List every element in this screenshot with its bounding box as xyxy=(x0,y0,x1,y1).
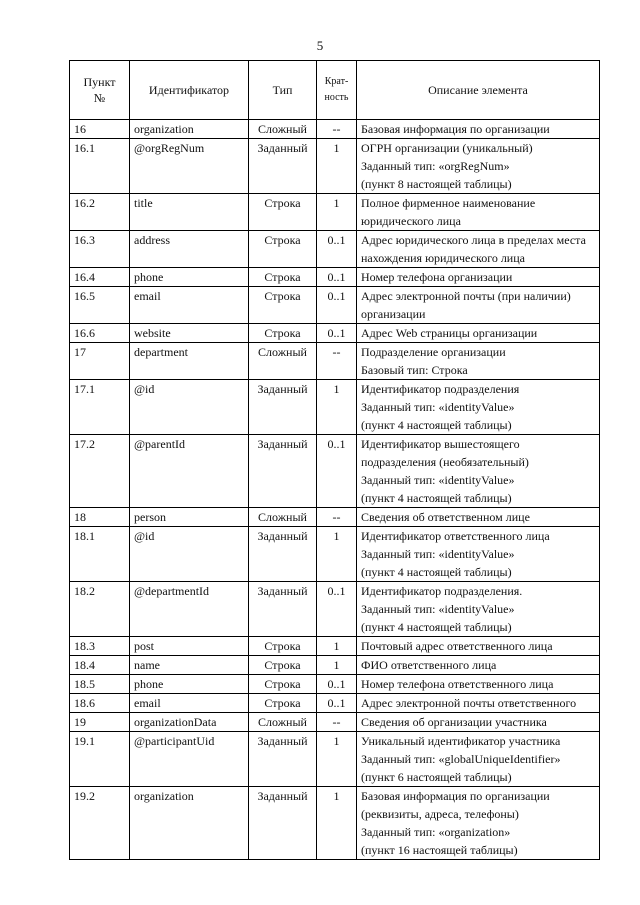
item-number-cell: 16 xyxy=(70,120,130,139)
description-line: Почтовый адрес ответственного лица xyxy=(361,639,553,653)
table-row xyxy=(70,324,600,343)
table-row xyxy=(70,435,600,508)
description-line: Заданный тип: «globalUniqueIdentifier» xyxy=(361,752,561,766)
multiplicity-cell: 0..1 xyxy=(317,231,357,268)
description-line: (пункт 8 настоящей таблицы) xyxy=(361,177,512,191)
table-row xyxy=(70,287,600,324)
item-number-cell: 18.2 xyxy=(70,582,130,637)
description-cell xyxy=(357,713,600,732)
multiplicity-cell: 0..1 xyxy=(317,435,357,508)
type-cell: Сложный xyxy=(249,120,317,139)
multiplicity-cell: 0..1 xyxy=(317,675,357,694)
multiplicity-cell: 1 xyxy=(317,787,357,860)
item-number-cell: 18.3 xyxy=(70,637,130,656)
description-line: ОГРН организации (уникальный) xyxy=(361,141,533,155)
description-line: Заданный тип: «orgRegNum» xyxy=(361,159,510,173)
element-spec-table xyxy=(69,60,600,860)
table-row xyxy=(70,656,600,675)
description-line: Сведения об организации участника xyxy=(361,715,547,729)
identifier-cell: person xyxy=(130,508,249,527)
identifier-cell: organization xyxy=(130,787,249,860)
identifier-cell: @id xyxy=(130,527,249,582)
item-number-cell: 16.2 xyxy=(70,194,130,231)
type-cell: Строка xyxy=(249,287,317,324)
description-line: Базовый тип: Строка xyxy=(361,363,468,377)
identifier-cell: department xyxy=(130,343,249,380)
table-row xyxy=(70,582,600,637)
multiplicity-cell: 1 xyxy=(317,194,357,231)
description-line: Базовая информация по организации xyxy=(361,789,550,803)
description-cell xyxy=(357,231,600,268)
description-line: юридического лица xyxy=(361,214,461,228)
type-cell: Заданный xyxy=(249,380,317,435)
item-number-cell: 16.1 xyxy=(70,139,130,194)
description-line: ФИО ответственного лица xyxy=(361,658,497,672)
type-cell: Заданный xyxy=(249,435,317,508)
type-cell: Строка xyxy=(249,268,317,287)
description-line: Идентификатор вышестоящего xyxy=(361,437,520,451)
type-cell: Строка xyxy=(249,231,317,268)
multiplicity-cell: 0..1 xyxy=(317,268,357,287)
identifier-cell: @participantUid xyxy=(130,732,249,787)
identifier-cell: email xyxy=(130,287,249,324)
description-cell xyxy=(357,508,600,527)
description-cell xyxy=(357,268,600,287)
description-line: Сведения об ответственном лице xyxy=(361,510,530,524)
type-cell: Строка xyxy=(249,694,317,713)
type-cell: Строка xyxy=(249,324,317,343)
type-cell: Строка xyxy=(249,637,317,656)
description-line: Заданный тип: «identityValue» xyxy=(361,400,515,414)
multiplicity-cell: 0..1 xyxy=(317,582,357,637)
table-row xyxy=(70,694,600,713)
item-number-cell: 18.1 xyxy=(70,527,130,582)
table-row xyxy=(70,268,600,287)
table-row xyxy=(70,231,600,268)
description-line: Идентификатор ответственного лица xyxy=(361,529,550,543)
description-line: (пункт 4 настоящей таблицы) xyxy=(361,418,512,432)
description-line: Номер телефона ответственного лица xyxy=(361,677,554,691)
description-cell xyxy=(357,324,600,343)
header-multiplicity: Крат- ность xyxy=(317,61,357,120)
item-number-cell: 18 xyxy=(70,508,130,527)
multiplicity-cell: -- xyxy=(317,713,357,732)
description-line: Адрес Web страницы организации xyxy=(361,326,538,340)
identifier-cell: title xyxy=(130,194,249,231)
description-line: Заданный тип: «identityValue» xyxy=(361,602,515,616)
table-row xyxy=(70,120,600,139)
description-line: организации xyxy=(361,307,426,321)
identifier-cell: @id xyxy=(130,380,249,435)
description-line: (пункт 4 настоящей таблицы) xyxy=(361,491,512,505)
table-row xyxy=(70,508,600,527)
description-cell xyxy=(357,120,600,139)
description-cell xyxy=(357,582,600,637)
table-row xyxy=(70,343,600,380)
description-line: Подразделение организации xyxy=(361,345,506,359)
identifier-cell: name xyxy=(130,656,249,675)
header-type: Тип xyxy=(249,61,317,120)
identifier-cell: organization xyxy=(130,120,249,139)
item-number-cell: 19 xyxy=(70,713,130,732)
item-number-cell: 18.5 xyxy=(70,675,130,694)
header-item-no: Пункт № xyxy=(70,61,130,120)
multiplicity-cell: 1 xyxy=(317,527,357,582)
multiplicity-cell: 1 xyxy=(317,380,357,435)
type-cell: Строка xyxy=(249,675,317,694)
type-cell: Заданный xyxy=(249,582,317,637)
description-cell xyxy=(357,194,600,231)
description-line: Адрес электронной почты ответственного xyxy=(361,696,577,710)
description-line: (пункт 6 настоящей таблицы) xyxy=(361,770,512,784)
type-cell: Сложный xyxy=(249,713,317,732)
item-number-cell: 18.4 xyxy=(70,656,130,675)
description-line: (пункт 4 настоящей таблицы) xyxy=(361,565,512,579)
description-cell xyxy=(357,287,600,324)
table-row xyxy=(70,787,600,860)
identifier-cell: website xyxy=(130,324,249,343)
description-cell xyxy=(357,139,600,194)
description-line: Полное фирменное наименование xyxy=(361,196,536,210)
description-cell xyxy=(357,656,600,675)
item-number-cell: 17.2 xyxy=(70,435,130,508)
description-cell xyxy=(357,694,600,713)
description-line: Базовая информация по организации xyxy=(361,122,550,136)
description-cell xyxy=(357,527,600,582)
description-line: Идентификатор подразделения. xyxy=(361,584,523,598)
identifier-cell: organizationData xyxy=(130,713,249,732)
multiplicity-cell: 0..1 xyxy=(317,287,357,324)
table-row xyxy=(70,675,600,694)
item-number-cell: 16.5 xyxy=(70,287,130,324)
item-number-cell: 16.6 xyxy=(70,324,130,343)
description-cell xyxy=(357,435,600,508)
type-cell: Строка xyxy=(249,194,317,231)
table-row xyxy=(70,637,600,656)
identifier-cell: address xyxy=(130,231,249,268)
description-line: Заданный тип: «organization» xyxy=(361,825,511,839)
identifier-cell: email xyxy=(130,694,249,713)
multiplicity-cell: 1 xyxy=(317,732,357,787)
description-line: Уникальный идентификатор участника xyxy=(361,734,561,748)
item-number-cell: 19.1 xyxy=(70,732,130,787)
item-number-cell: 17.1 xyxy=(70,380,130,435)
description-line: подразделения (необязательный) xyxy=(361,455,529,469)
table-row xyxy=(70,713,600,732)
table-row xyxy=(70,527,600,582)
identifier-cell: @parentId xyxy=(130,435,249,508)
multiplicity-cell: 1 xyxy=(317,139,357,194)
identifier-cell: phone xyxy=(130,268,249,287)
identifier-cell: post xyxy=(130,637,249,656)
description-line: Идентификатор подразделения xyxy=(361,382,520,396)
multiplicity-cell: -- xyxy=(317,120,357,139)
table-row xyxy=(70,380,600,435)
description-line: Заданный тип: «identityValue» xyxy=(361,473,515,487)
description-line: (пункт 16 настоящей таблицы) xyxy=(361,843,518,857)
description-cell xyxy=(357,343,600,380)
description-line: Номер телефона организации xyxy=(361,270,513,284)
description-line: Адрес электронной почты (при наличии) xyxy=(361,289,571,303)
table-row xyxy=(70,732,600,787)
description-line: Адрес юридического лица в пределах места xyxy=(361,233,586,247)
table-row xyxy=(70,194,600,231)
multiplicity-cell: 1 xyxy=(317,656,357,675)
multiplicity-cell: 1 xyxy=(317,637,357,656)
multiplicity-cell: 0..1 xyxy=(317,324,357,343)
type-cell: Заданный xyxy=(249,527,317,582)
type-cell: Заданный xyxy=(249,787,317,860)
multiplicity-cell: -- xyxy=(317,508,357,527)
description-line: Заданный тип: «identityValue» xyxy=(361,547,515,561)
type-cell: Сложный xyxy=(249,343,317,380)
item-number-cell: 16.3 xyxy=(70,231,130,268)
type-cell: Строка xyxy=(249,656,317,675)
table-row xyxy=(70,139,600,194)
description-cell xyxy=(357,637,600,656)
item-number-cell: 19.2 xyxy=(70,787,130,860)
identifier-cell: @orgRegNum xyxy=(130,139,249,194)
item-number-cell: 17 xyxy=(70,343,130,380)
type-cell: Заданный xyxy=(249,732,317,787)
description-line: (реквизиты, адреса, телефоны) xyxy=(361,807,519,821)
page-number: 5 xyxy=(316,38,324,53)
table-header-row xyxy=(70,61,600,120)
identifier-cell: @departmentId xyxy=(130,582,249,637)
description-line: нахождения юридического лица xyxy=(361,251,525,265)
type-cell: Сложный xyxy=(249,508,317,527)
description-cell xyxy=(357,380,600,435)
description-line: (пункт 4 настоящей таблицы) xyxy=(361,620,512,634)
description-cell xyxy=(357,732,600,787)
header-description: Описание элемента xyxy=(357,61,600,120)
type-cell: Заданный xyxy=(249,139,317,194)
identifier-cell: phone xyxy=(130,675,249,694)
item-number-cell: 18.6 xyxy=(70,694,130,713)
description-cell xyxy=(357,675,600,694)
description-cell xyxy=(357,787,600,860)
multiplicity-cell: -- xyxy=(317,343,357,380)
item-number-cell: 16.4 xyxy=(70,268,130,287)
header-identifier: Идентификатор xyxy=(130,61,249,120)
multiplicity-cell: 0..1 xyxy=(317,694,357,713)
